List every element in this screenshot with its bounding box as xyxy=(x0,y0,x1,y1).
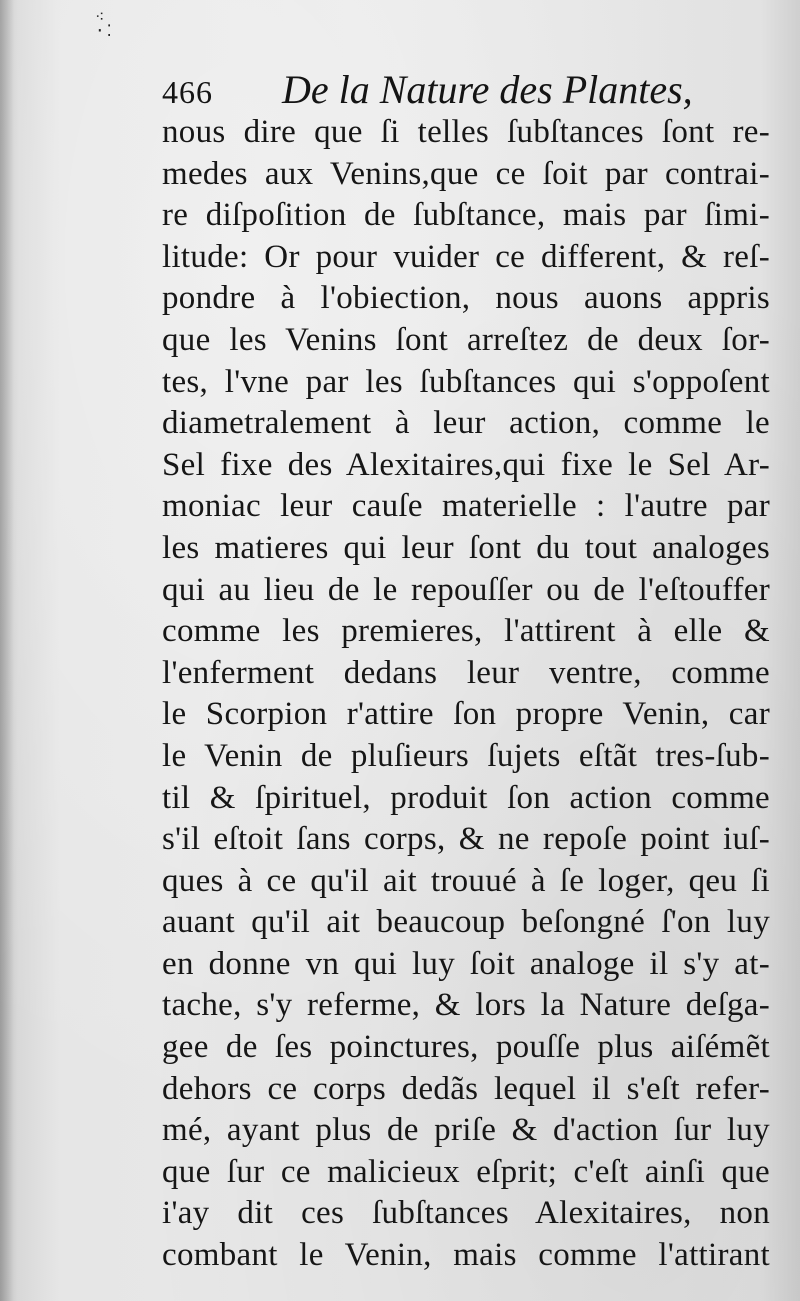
text-line: pondre à l'obiection, nous auons appris xyxy=(162,280,770,317)
text-line: l'enferment dedans leur ventre, comme xyxy=(162,654,770,691)
text-line: dehors ce corps dedãs lequel il s'eſt refer- xyxy=(162,1070,770,1107)
text-line: diametralement à leur action, comme le xyxy=(162,405,770,442)
text-line: qui au lieu de le repouſſer ou de l'eſtouffer xyxy=(162,571,770,608)
text-line: les matieres qui leur ſont du tout analoges xyxy=(162,529,770,566)
text-line: en donne vn qui luy ſoit analoge il s'y at- xyxy=(162,945,770,982)
text-line: medes aux Venins,que ce ſoit par contrai- xyxy=(162,155,770,192)
gutter-shadow xyxy=(0,0,14,1301)
text-line: tes, l'vne par les ſubſtances qui s'oppoſent xyxy=(162,363,770,400)
text-line: Sel fixe des Alexitaires,qui fixe le Sel Ar- xyxy=(162,446,770,483)
text-line: le Venin de pluſieurs ſujets eſtãt tres-ſub- xyxy=(162,737,770,774)
text-line: combant le Venin, mais comme l'attirant xyxy=(162,1237,770,1274)
text-line: tache, s'y referme, & lors la Nature deſga- xyxy=(162,987,770,1024)
text-line: re diſpoſition de ſubſtance, mais par ſimi- xyxy=(162,197,770,234)
text-line: nous dire que ſi telles ſubſtances ſont re- xyxy=(162,114,770,150)
text-line: til & ſpirituel, produit ſon action comme xyxy=(162,779,770,816)
running-title: De la Nature des Plantes, xyxy=(282,67,693,112)
text-line: ques à ce qu'il ait trouué à ſe loger, qeu ſi xyxy=(162,862,770,899)
text-line: mé, ayant plus de priſe & d'action ſur luy xyxy=(162,1112,770,1149)
page-header xyxy=(162,66,722,116)
text-line: s'il eſtoit ſans corps, & ne repoſe point iuſ- xyxy=(162,821,770,858)
body-text xyxy=(162,112,770,1277)
text-line: auant qu'il ait beaucoup beſongné ſ'on luy xyxy=(162,904,770,941)
text-line: que les Venins ſont arreſtez de deux ſor- xyxy=(162,321,770,358)
page-number: 466 xyxy=(162,74,213,110)
text-line: litude: Or pour vuider ce different, & reſ- xyxy=(162,238,770,275)
text-line: comme les premieres, l'attirent à elle & xyxy=(162,613,770,650)
text-line: le Scorpion r'attire ſon propre Venin, car xyxy=(162,696,770,733)
text-line: moniac leur cauſe materielle : l'autre par xyxy=(162,488,770,525)
text-line: i'ay dit ces ſubſtances Alexitaires, non xyxy=(162,1195,770,1232)
text-line: que ſur ce malicieux eſprit; c'eſt ainſi que xyxy=(162,1153,770,1190)
text-line: gee de ſes poinctures, pouſſe plus aiſémẽt xyxy=(162,1029,770,1066)
ink-specks: ⁖ ·⁚ xyxy=(95,7,114,40)
